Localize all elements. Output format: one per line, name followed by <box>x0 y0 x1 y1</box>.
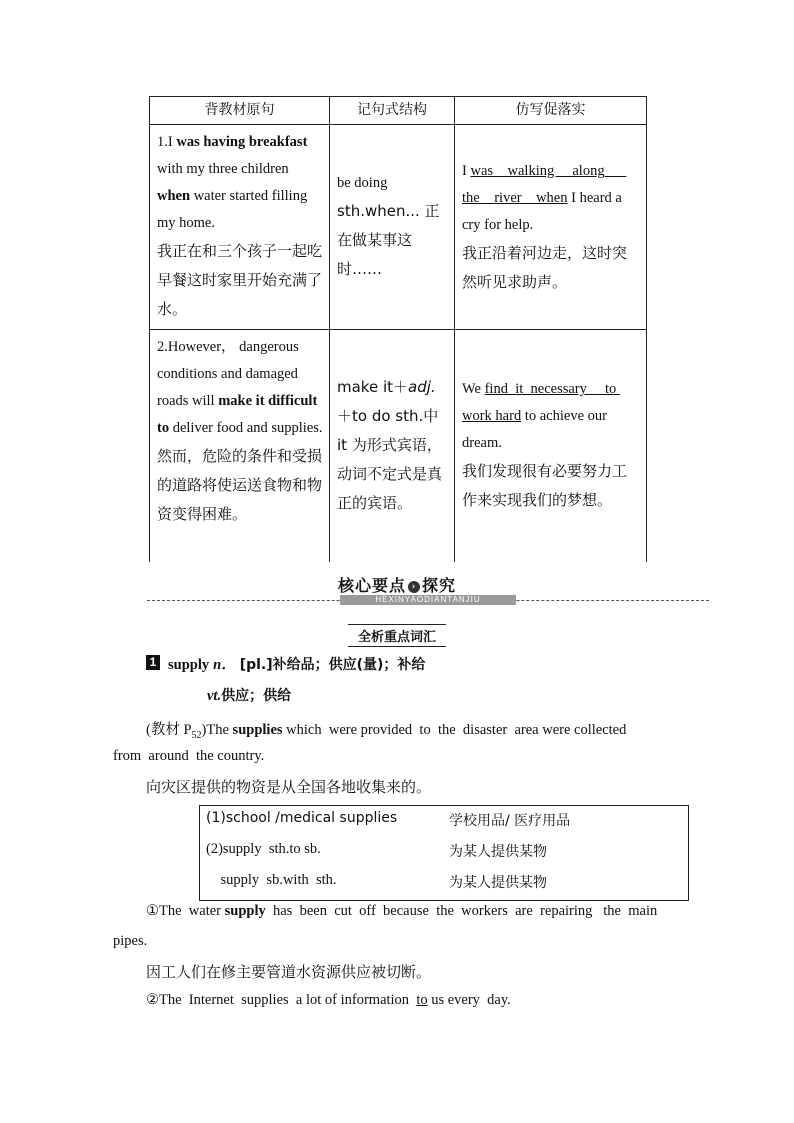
textbook-example <box>146 718 678 741</box>
row2-imitation-underlined: find it necessary to work hard <box>462 381 620 425</box>
phrase-en: (1)school /medical supplies <box>206 810 398 826</box>
row1-original <box>150 125 330 330</box>
example-2 <box>146 992 511 1009</box>
row1-structure-en: be doing <box>337 175 388 191</box>
phrase-row <box>206 810 571 829</box>
section-title <box>0 573 794 596</box>
row2-bold-phrase: make it difficult to <box>157 393 318 436</box>
entry-number-badge: 1 <box>146 655 160 670</box>
subheading-text: 全析重点词汇 <box>348 624 446 647</box>
example-1-mark: ① <box>146 903 159 919</box>
section-subtitle: HEXINYAODIANTANJIU <box>340 595 516 605</box>
entry-verb-line <box>207 685 291 705</box>
row2-number: 2. <box>157 339 168 355</box>
row2-original <box>150 330 330 562</box>
row2-imitation-b: to achieve our dream. <box>462 408 607 452</box>
example-1-translation: 因工人们在修主要管道水资源供应被切断。 <box>146 963 432 981</box>
example-2-underlined: to <box>416 992 428 1008</box>
row1-text-a1: I <box>167 134 177 150</box>
row1-bold-when: when <box>157 188 191 204</box>
header-original-sentence: 背教材原句 <box>150 97 330 125</box>
example-2-b: us every day. <box>427 992 511 1008</box>
example-2-a: The Internet supplies a lot of information <box>159 992 417 1008</box>
example-1-a: The water <box>159 903 225 919</box>
subheading <box>0 624 794 647</box>
row2-structure <box>330 330 455 562</box>
row1-text-a3: with my three children <box>157 161 289 177</box>
row1-imitation-underlined: was walking along the river when <box>462 162 627 206</box>
source-page: 52 <box>191 729 202 741</box>
source-label: (教材 P <box>146 722 192 738</box>
phrase-row <box>206 872 547 891</box>
example-translation: 向灾区提供的物资是从全国各地收集来的。 <box>146 778 432 796</box>
row2-chinese: 然而，危险的条件和受损的道路将使运送食物和物资变得困难。 <box>157 447 323 523</box>
row2-imitation <box>455 330 647 562</box>
row1-imitation <box>455 125 647 330</box>
row2-structure-a: make it＋ <box>337 378 409 397</box>
table-row <box>150 125 647 330</box>
arrow-right-icon: › <box>408 581 420 593</box>
entry-def-verb: 供应；供给 <box>221 688 292 704</box>
row2-structure-b: ＋to do sth.中 it 为形式宾语，动词不定式是真正的宾语。 <box>337 407 443 513</box>
example-bold-word: supplies <box>232 722 283 738</box>
phrase-en: supply sb.with sth. <box>206 872 337 888</box>
row1-imitation-b: I heard a cry for help. <box>462 189 622 233</box>
example-2-mark: ② <box>146 992 159 1008</box>
entry-def-noun: [pl.]补给品；供应(量)；补给 <box>239 657 426 673</box>
phrase-cn: 学校用品/ 医疗用品 <box>449 813 571 829</box>
row2-imitation-cn: 我们发现很有必要努力工作来实现我们的梦想。 <box>462 462 628 510</box>
example-text-a: The <box>206 722 233 738</box>
entry-pos-verb: vt. <box>207 688 222 704</box>
entry-word: supply <box>168 657 210 673</box>
row2-structure-adj: adj. <box>408 378 436 397</box>
row1-text-a5: water started filling my home. <box>157 188 308 231</box>
source-close: ) <box>201 722 207 738</box>
entry-pos-noun: n． <box>213 657 236 673</box>
header-structure: 记句式结构 <box>330 97 455 125</box>
phrase-box <box>199 805 689 901</box>
section-title-left: 核心要点 <box>337 576 406 595</box>
phrase-cn: 为某人提供某物 <box>449 844 547 860</box>
row1-imitation-cn: 我正沿着河边走，这时突然听见求助声。 <box>462 243 628 291</box>
row1-bold-phrase: was having breakfast <box>176 134 308 150</box>
row1-structure-cn: sth.when... 正在做某事这时…… <box>337 202 440 278</box>
row1-structure <box>330 125 455 330</box>
row2-imitation-a: We <box>462 381 485 398</box>
example-1 <box>146 903 657 920</box>
section-title-right: 探究 <box>422 576 457 595</box>
row1-chinese: 我正在和三个孩子一起吃早餐这时家里开始充满了水。 <box>157 242 323 318</box>
example-continuation: from around the country. <box>113 748 265 764</box>
table-header-row <box>150 97 647 125</box>
example-1-b: has been cut off because the workers are repairing the main <box>265 903 658 919</box>
row1-number: 1. <box>157 134 168 150</box>
phrase-cn: 为某人提供某物 <box>449 875 547 891</box>
entry-headword-line <box>168 653 425 674</box>
sentence-table <box>149 96 647 562</box>
phrase-row <box>206 841 547 860</box>
example-text-b: which were provided to the disaster area were collected <box>282 722 627 738</box>
example-1-continuation: pipes. <box>113 933 148 949</box>
row1-imitation-a: I <box>462 162 471 179</box>
row2-text-a3: deliver food and supplies. <box>169 420 323 436</box>
phrase-en: (2)supply sth.to sb. <box>206 841 321 857</box>
header-imitation: 仿写促落实 <box>455 97 647 125</box>
example-1-bold: supply <box>224 903 266 919</box>
row2-text-a1: However， dangerous conditions and damaged roads will <box>157 339 299 409</box>
table-row <box>150 330 647 562</box>
